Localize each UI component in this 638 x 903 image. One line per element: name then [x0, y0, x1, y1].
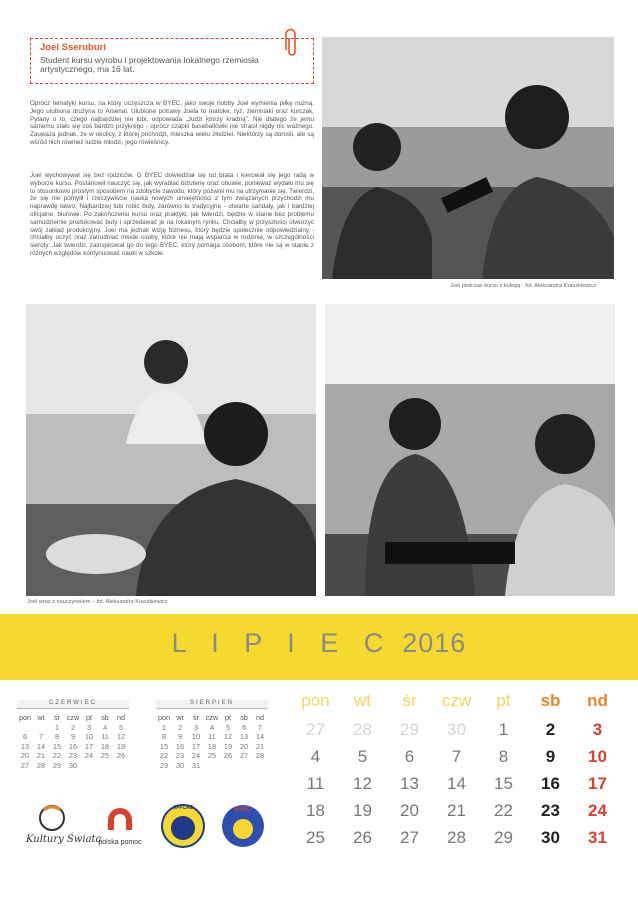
- mini-day-cell: 6: [241, 722, 247, 732]
- mini-day-cell: 13: [239, 732, 249, 742]
- mini-day-cell: 11: [208, 732, 216, 742]
- day-cell: 29: [494, 827, 513, 847]
- day-cell: 19: [353, 800, 372, 820]
- day-cell: 14: [447, 773, 466, 793]
- mini-day-cell: 17: [191, 741, 201, 751]
- affcad-logo: [160, 803, 206, 849]
- mini-day-cell: 25: [207, 751, 217, 761]
- day-cell: 10: [588, 746, 607, 766]
- mini-day-cell: 16: [68, 741, 78, 751]
- mini-day-cell: 15: [159, 741, 169, 751]
- mini-day-cell: 14: [255, 732, 265, 742]
- day-cell: 28: [447, 827, 466, 847]
- mini-day-cell: 9: [177, 732, 183, 742]
- mini-day-header: pt: [225, 713, 231, 723]
- mini-day-header: sb: [240, 713, 248, 723]
- day-cell: 9: [545, 746, 556, 766]
- mini-day-cell: 14: [36, 741, 46, 751]
- day-cell: 2: [545, 719, 556, 739]
- mini-day-cell: 19: [116, 741, 126, 751]
- mini-day-cell: 20: [239, 741, 249, 751]
- mini-day-cell: 24: [84, 751, 94, 761]
- day-cell: 22: [494, 800, 513, 820]
- mini-day-cell: [97, 761, 113, 771]
- caption-bottom-left-photo: Joel wraz z nauczycielem – fot. Aleksandra Kraszkiewicz: [27, 599, 168, 605]
- mini-day-header: nd: [117, 713, 125, 723]
- mini-calendar-title: SIERPIEŃ: [156, 700, 268, 709]
- day-cell: 1: [498, 719, 509, 739]
- polska-pomoc-text: polska pomoc: [98, 839, 142, 846]
- mini-day-cell: 8: [54, 732, 60, 742]
- mini-day-header: pt: [86, 713, 92, 723]
- mini-day-cell: [252, 761, 268, 771]
- mini-day-cell: [33, 723, 49, 733]
- mini-day-header: wt: [176, 713, 184, 723]
- article-paragraph-1: Oprócz tematyki kursu, na który uczęszcza w BYEC, jako swoje hobby Joel wymienia piłkę nożną. Jego ulubiona drużyna to Arsenal. Ulubione potrawy Joela to matoke, ryż, ziemniaki oraz kurczak. Pytany o to, czego najbardziej nie lubi, odpowiada „Judzi którzy kradną”. Nie dlatego że jemu samemu stało się coś bardzo przykrego - oprócz czapki baseballówki nie stracił nigdy nic ważnego. Zauważa jednak, że w okolicy, z której pochodzi, mieszka wielu złodziei. Niektórzy są dorośli, ale są wśród nich również ludzie młodzi, jego rówieśnicy.: [30, 100, 314, 146]
- mini-day-cell: 2: [70, 722, 76, 732]
- mini-day-cell: 12: [116, 732, 126, 742]
- mini-day-cell: 3: [193, 722, 199, 732]
- photo-joel-with-teacher: [26, 304, 316, 596]
- mini-day-cell: [220, 761, 236, 771]
- mini-day-cell: 22: [159, 751, 169, 761]
- mini-day-cell: [17, 723, 33, 733]
- mini-day-cell: 28: [36, 760, 46, 770]
- mini-day-cell: 1: [54, 722, 60, 732]
- mini-day-cell: 23: [68, 751, 78, 761]
- mini-day-cell: 15: [52, 741, 62, 751]
- day-cell: 17: [588, 773, 607, 793]
- day-cell: 6: [404, 746, 415, 766]
- mini-day-cell: 18: [100, 741, 110, 751]
- profile-name: Joel Sseruburi: [40, 42, 106, 53]
- day-header-pt: pt: [496, 691, 511, 710]
- mini-calendar-june: [17, 700, 129, 770]
- day-cell: 23: [541, 800, 560, 820]
- paperclip-icon: [284, 28, 300, 60]
- polska-pomoc-logo: [92, 808, 148, 848]
- day-cell: 11: [306, 773, 325, 793]
- main-calendar: [292, 686, 621, 851]
- day-header-czw: czw: [441, 691, 472, 710]
- mini-day-cell: 22: [52, 751, 62, 761]
- mini-day-cell: 4: [209, 722, 215, 732]
- day-cell: 13: [400, 773, 419, 793]
- mini-calendar-august: [156, 700, 268, 770]
- mini-day-cell: 7: [38, 732, 44, 742]
- mini-day-cell: 10: [191, 732, 201, 742]
- day-cell: 25: [306, 827, 325, 847]
- mini-day-header: pon: [19, 713, 31, 723]
- day-cell: 18: [306, 800, 325, 820]
- day-cell: 8: [498, 746, 509, 766]
- day-cell: 27: [400, 827, 419, 847]
- mini-day-header: pon: [158, 713, 170, 723]
- mini-day-cell: 29: [52, 760, 62, 770]
- day-cell: 3: [592, 719, 603, 739]
- day-cell: 7: [451, 746, 462, 766]
- mini-day-cell: 21: [36, 751, 46, 761]
- day-cell: 4: [310, 746, 321, 766]
- mini-day-header: czw: [205, 713, 219, 723]
- day-cell: 15: [494, 773, 513, 793]
- month-year: 2016: [402, 628, 467, 658]
- mini-day-cell: 30: [175, 760, 185, 770]
- mini-day-cell: 6: [22, 732, 28, 742]
- day-header-nd: nd: [587, 691, 608, 710]
- day-cell: 12: [353, 773, 372, 793]
- mini-day-cell: 2: [177, 722, 183, 732]
- profile-description: Student kursu wyrobu i projektowania lokalnego rzemiosła artystycznego, ma 16 lat.: [40, 55, 259, 74]
- mini-calendar-title: CZERWIEC: [17, 700, 129, 709]
- mini-day-cell: 26: [223, 751, 233, 761]
- mini-day-cell: 17: [84, 741, 94, 751]
- byec-logo: [220, 803, 266, 849]
- day-cell: 24: [588, 800, 607, 820]
- day-header-pon: pon: [301, 691, 330, 710]
- day-header-sb: sb: [540, 691, 561, 710]
- mini-day-cell: 3: [86, 722, 92, 732]
- month-title: [0, 628, 638, 659]
- day-cell: 16: [541, 773, 560, 793]
- day-cell: 20: [400, 800, 419, 820]
- mini-day-cell: 20: [20, 751, 30, 761]
- mini-day-cell: [236, 761, 252, 771]
- svg-text:Kultury Świata: Kultury Świata: [26, 834, 102, 845]
- mini-day-cell: 13: [20, 741, 30, 751]
- mini-day-cell: 10: [84, 732, 94, 742]
- mini-day-cell: [204, 761, 220, 771]
- day-header-śr: śr: [402, 691, 417, 710]
- day-cell: 21: [447, 800, 466, 820]
- mini-day-cell: 4: [102, 722, 108, 732]
- mini-day-cell: 23: [175, 751, 185, 761]
- mini-day-cell: 8: [161, 732, 167, 742]
- mini-day-header: śr: [54, 713, 60, 723]
- byec-text: BYEC: [234, 807, 252, 813]
- day-cell: 30: [447, 719, 466, 739]
- day-cell: 31: [588, 827, 607, 847]
- mini-day-cell: 18: [207, 741, 217, 751]
- day-cell: 5: [357, 746, 368, 766]
- kultury-swiata-logo: [22, 800, 102, 850]
- mini-day-cell: 25: [100, 751, 110, 761]
- month-name: L I P I E C: [171, 628, 393, 658]
- mini-day-cell: 16: [175, 741, 185, 751]
- day-header-wt: wt: [354, 691, 371, 710]
- photo-students-working: [325, 304, 615, 596]
- mini-day-header: nd: [256, 713, 264, 723]
- mini-day-cell: 1: [161, 722, 167, 732]
- mini-day-cell: 21: [255, 741, 265, 751]
- mini-day-cell: 24: [191, 751, 201, 761]
- mini-day-cell: 5: [225, 722, 231, 732]
- mini-day-header: wt: [37, 713, 45, 723]
- mini-day-cell: 27: [20, 760, 30, 770]
- mini-day-cell: 19: [223, 741, 233, 751]
- day-cell: 27: [306, 719, 325, 739]
- mini-day-cell: [113, 761, 129, 771]
- mini-day-cell: 12: [223, 732, 233, 742]
- mini-day-cell: 29: [159, 760, 169, 770]
- mini-day-cell: 30: [68, 760, 78, 770]
- mini-day-cell: 11: [101, 732, 109, 742]
- caption-top-photo: Joel podczas kursu z kolegą - fot. Aleksandra Kraszkiewicz: [450, 283, 597, 289]
- photo-joel-with-colleague: [322, 37, 614, 279]
- mini-day-header: śr: [193, 713, 199, 723]
- affcad-text: AFFCAD: [172, 805, 194, 811]
- mini-day-header: sb: [101, 713, 109, 723]
- article-paragraph-2: Joel wychowywał się bez rodziców. O BYEC dowiedział się od brata i kierował się jego radą w wyborze kursu. Postanowił nauczyć się, jak wyrabiać biżuterię oraz obuwie, ponieważ wydało mu się to stosunkowo prostym sposobem na zdobycie zawodu, który pozwoli mu na utrzymanie się. Twierdzi, że się nie pomylił i rzeczywiście nauka nowych umiejętności z tym związanych przychodzi mu naprawdę łatwo. Najbardziej lubi robić buty, zarówno te tradycyjne - otwarte sandały, jak i bardziej oficjalne, biurowe. Po zakończeniu kursu oraz praktyki, jak twierdzi, będzie w stanie bez problemu samodzielnie produkować buty i sprzedawać je na lokalnym rynku. Chciałby w przyszłości otworzyć swój zakład produkcyjny. Joel ma jednak wizję biznesu, który będzie społecznie odpowiedzialny - chciałby uczyć oraz zatrudniać młode osoby, które nie mają wsparcia w rodzinie, w szczególności sieroty. Jak twierdzi, zainspirował go do tego BYEC, który pomaga osobom, które nie są w stanie z różnych względów kontynuować nauki w szkole.: [30, 172, 314, 257]
- mini-day-cell: [81, 761, 97, 771]
- mini-day-cell: 31: [191, 760, 201, 770]
- mini-day-cell: 28: [255, 751, 265, 761]
- mini-day-cell: 26: [116, 751, 126, 761]
- day-cell: 29: [400, 719, 419, 739]
- day-cell: 30: [541, 827, 560, 847]
- mini-day-cell: 5: [118, 722, 124, 732]
- day-cell: 28: [353, 719, 372, 739]
- mini-day-header: czw: [66, 713, 80, 723]
- mini-day-cell: 9: [70, 732, 76, 742]
- mini-day-cell: 27: [239, 751, 249, 761]
- day-cell: 26: [353, 827, 372, 847]
- mini-day-cell: 7: [257, 722, 263, 732]
